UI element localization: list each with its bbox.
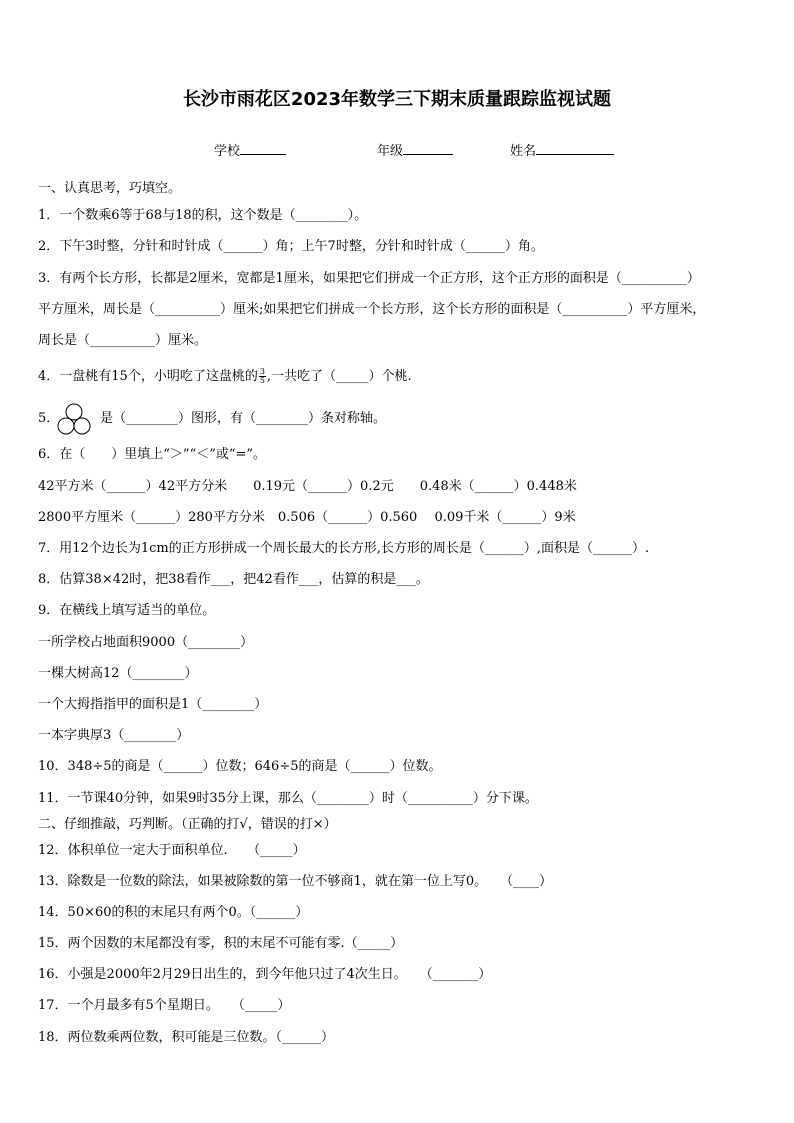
question-7: 7．用12个边长为1cm的正方形拼成一个周长最大的长方形,长方形的周长是（______）,面积是（______）. bbox=[38, 541, 650, 556]
question-4-after: ,一共吃了（_____）个桃. bbox=[266, 369, 412, 384]
grade-blank[interactable] bbox=[403, 142, 453, 155]
question-18: 18．两位数乘两位数，积可能是三位数。（______） bbox=[38, 1030, 335, 1045]
question-9-d: 一本字典厚3（________） bbox=[38, 728, 190, 743]
fraction-numerator: 3 bbox=[259, 367, 265, 376]
three-circles-figure bbox=[56, 402, 92, 436]
question-17: 17．一个月最多有5个星期日。 （_____） bbox=[38, 998, 291, 1013]
question-3-line-1: 3．有两个长方形，长都是2厘米，宽都是1厘米，如果把它们拼成一个正方形，这个正方形的面积是（__________） bbox=[38, 271, 700, 286]
question-13: 13．除数是一位数的除法，如果被除数的第一位不够商1，就在第一位上写0。 （____） bbox=[38, 874, 553, 889]
question-9-b: 一棵大树高12（________） bbox=[38, 666, 198, 681]
fraction-denominator: 5 bbox=[259, 376, 265, 385]
question-10: 10．348÷5的商是（______）位数；646÷5的商是（______）位数。 bbox=[38, 759, 442, 774]
question-15: 15．两个因数的末尾都没有零，积的末尾不可能有零.（_____） bbox=[38, 936, 404, 951]
grade-label: 年级 bbox=[377, 144, 404, 159]
question-6-stem: 6．在（ ）里填上“＞”“＜”或“=”。 bbox=[38, 447, 267, 462]
question-8: 8．估算38×42时，把38看作___，把42看作___，估算的积是___。 bbox=[38, 572, 429, 587]
question-9-a: 一所学校占地面积9000（________） bbox=[38, 635, 254, 650]
section-heading-judge: 二、仔细推敲，巧判断。（正确的打√，错误的打×） bbox=[38, 817, 337, 832]
question-16: 16．小强是2000年2月29日出生的，到今年他只过了4次生日。 （_______） bbox=[38, 967, 492, 982]
question-3-line-2: 平方厘米，周长是（__________）厘米;如果把它们拼成一个长方形，这个长方形的面积是（__________）平方厘米， bbox=[38, 302, 706, 317]
school-label: 学校 bbox=[214, 144, 241, 159]
question-4-before: 4．一盘桃有15个，小明吃了这盘桃的 bbox=[38, 369, 258, 384]
question-6-row-1: 42平方米（______）42平方分米 0.19元（______）0.2元 0.48米（______）0.448米 bbox=[38, 479, 577, 494]
school-blank[interactable] bbox=[240, 142, 286, 155]
question-1: 1．一个数乘6等于68与18的积，这个数是（________）。 bbox=[38, 208, 368, 223]
name-label: 姓名 bbox=[510, 144, 537, 159]
question-5-number: 5． bbox=[38, 411, 60, 426]
page-title: 长沙市雨花区2023年数学三下期末质量跟踪监视试题 bbox=[182, 89, 612, 110]
question-4 bbox=[38, 368, 412, 385]
question-14: 14．50×60的积的末尾只有两个0。（______） bbox=[38, 905, 309, 920]
question-5-text: 是（________）图形，有（________）条对称轴。 bbox=[100, 411, 387, 426]
question-6-row-2: 2800平方厘米（______）280平方分米 0.506（______）0.560 0.09千米（______）9米 bbox=[38, 510, 576, 525]
question-9-stem: 9．在横线上填写适当的单位。 bbox=[38, 603, 216, 618]
question-11: 11．一节课40分钟，如果9时35分上课，那么（________）时（__________）分下课。 bbox=[38, 791, 538, 806]
school-field bbox=[214, 142, 286, 160]
name-blank[interactable] bbox=[536, 142, 614, 155]
fraction-three-fifths bbox=[259, 368, 266, 385]
section-heading-fill-blanks: 一、认真思考，巧填空。 bbox=[38, 181, 182, 196]
grade-field bbox=[377, 142, 453, 160]
question-9-c: 一个大拇指指甲的面积是1（________） bbox=[38, 697, 268, 712]
question-3-line-3: 周长是（__________）厘米。 bbox=[38, 333, 208, 348]
name-field bbox=[510, 142, 614, 160]
question-2: 2．下午3时整，分针和时针成（______）角；上午7时整，分针和时针成（______）角。 bbox=[38, 239, 544, 254]
question-12: 12．体积单位一定大于面积单位. （_____） bbox=[38, 843, 306, 858]
